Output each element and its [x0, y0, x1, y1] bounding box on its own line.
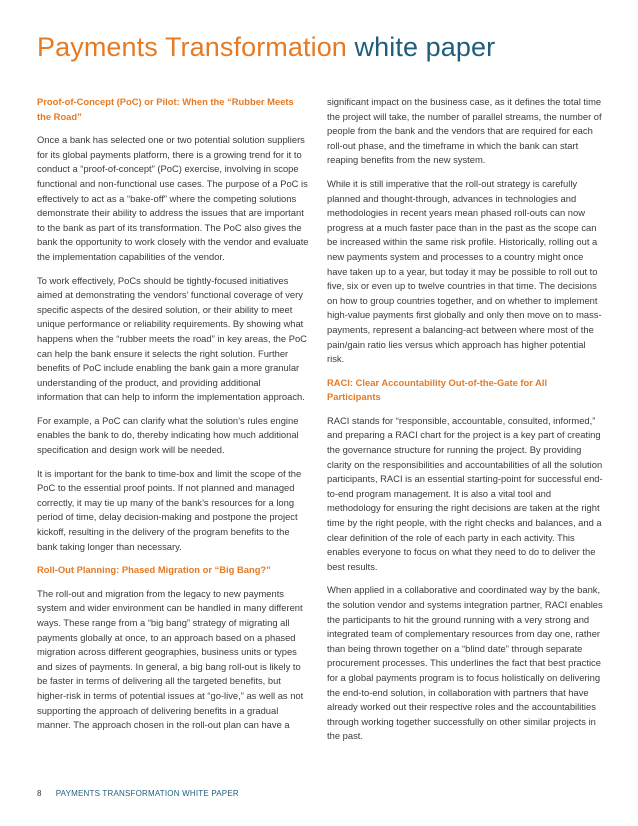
left-column: [37, 95, 309, 742]
page-title-main: Payments Transformation: [37, 32, 347, 62]
footer-title: PAYMENTS TRANSFORMATION WHITE PAPER: [55, 789, 239, 798]
section-heading-poc: Proof-of-Concept (PoC) or Pilot: When the “Rubber Meets the Road”: [37, 96, 294, 122]
paragraph: When applied in a collaborative and coordinated way by the bank, the solution vendor and systems integration partner, RACI enables the participants to hit the ground running with a very strong and integrated team of complementary resources from day one, rather than being thrown together on a “blind date” through separate procurement processes. This underlines the fact that best practice for a global payments program is to focus holistically on delivering the end-to-end solution, in collaboration with partners that have already worked out their respective roles and the accountabilities through working together successfully on other similar projects in the past.: [327, 584, 603, 742]
paragraph: The roll-out and migration from the legacy to new payments system and wider environment can be handled in many different ways. These range from a “big bang” strategy of migrating all payments globally at once, to an approach based on a phased migration across different geographies, business units or types and sizes of payments. In general, a big bang roll-out is likely to be faster in terms of delivering all the targeted benefits, but higher-risk in terms of potential issues at “go-live,” as well as not supporting the approach of delivering benefits in a gradual manner. The approach chosen in the roll-out plan can have a: [37, 587, 304, 731]
page-footer: [37, 789, 239, 799]
paragraph: significant impact on the business case, as it defines the total time the project will take, the number of parallel streams, the number of people from the bank and the vendors that are required for each roll-out phase, and the timeframe in which the bank can start reaping benefits from the new system.: [327, 96, 602, 166]
paragraph: While it is still imperative that the roll-out strategy is carefully planned and thought-through, advances in technologies and methodologies in recent years mean phased roll-outs can now progress at a much faster pace than in the past as the scope can be increased within the same risk profile. Historically, rolling out a new payments system and processes to a country might once have taken up to a year, but today it may be possible to roll out to five, six or even up to twelve countries in that time. The decisions on how to group countries together, and on whether to implement high-value payments first globally and only then move on to mass-payments, represent a balancing-act between where most of the pain/gain ratio lies versus which approach has higher potential risk.: [327, 177, 602, 365]
paragraph: It is important for the bank to time-box and limit the scope of the PoC to the essential proof points. If not planned and managed correctly, it may tie up many of the bank’s resources for a long period of time, delay decision-making and postpone the project kickoff, resulting in the delivery of the program benefits to the bank taking longer than necessary.: [37, 467, 302, 552]
page-number: 8: [37, 789, 42, 798]
right-column: [327, 95, 603, 753]
paragraph: To work effectively, PoCs should be tightly-focused initiatives aimed at demonstrating the vendors’ functional coverage of very specific aspects of the desired solution, or their ability to meet unique performance or reliability requirements. By showing what happens when the “rubber meets the road” in key areas, the PoC can help the bank ensure it selects the right solution. Further benefits of PoC include enabling the bank gain a more granular understanding of the product, and providing additional information that can help to inform the implementation approach.: [37, 274, 307, 403]
section-heading-raci: RACI: Clear Accountability Out-of-the-Gate for All Participants: [327, 376, 548, 403]
paragraph: Once a bank has selected one or two potential solution suppliers for its global payments platform, there is a growing trend for it to conduct a “proof-of-concept” (PoC) exercise, involving in scope functional and non-functional use cases. The purpose of a PoC is effectively to act as a “bake-off” where the competing solutions demonstrate their ability to address the issues that are important to the bank as part of its transformation. The PoC also gives the bank the opportunity to work closely with the vendor and evaluate the implementation capabilities of the vendor.: [37, 134, 309, 262]
section-heading-rollout: Roll-Out Planning: Phased Migration or “Big Bang?”: [37, 564, 271, 576]
page-title: [37, 30, 495, 64]
page-title-sub: white paper: [354, 32, 496, 62]
paragraph: RACI stands for “responsible, accountable, consulted, informed,” and preparing a RACI chart for the project is a key part of creating the governance structure for running the project. By providing clarity on the responsibilities and accountabilities of all the solution participants, RACI is an essential starting-point for successful end-to-end program management. It is also a vital tool and methodology for ensuring the right decisions are taken at the right time by the right people, with the right checks and balances, and a clear definition of the role of each party in each activity. This enables everyone to focus on what they need to do to deliver the best results.: [327, 414, 603, 572]
paragraph: For example, a PoC can clarify what the solution’s rules engine enables the bank to do, thereby indicating how much additional specification and design work will be needed.: [37, 414, 299, 456]
